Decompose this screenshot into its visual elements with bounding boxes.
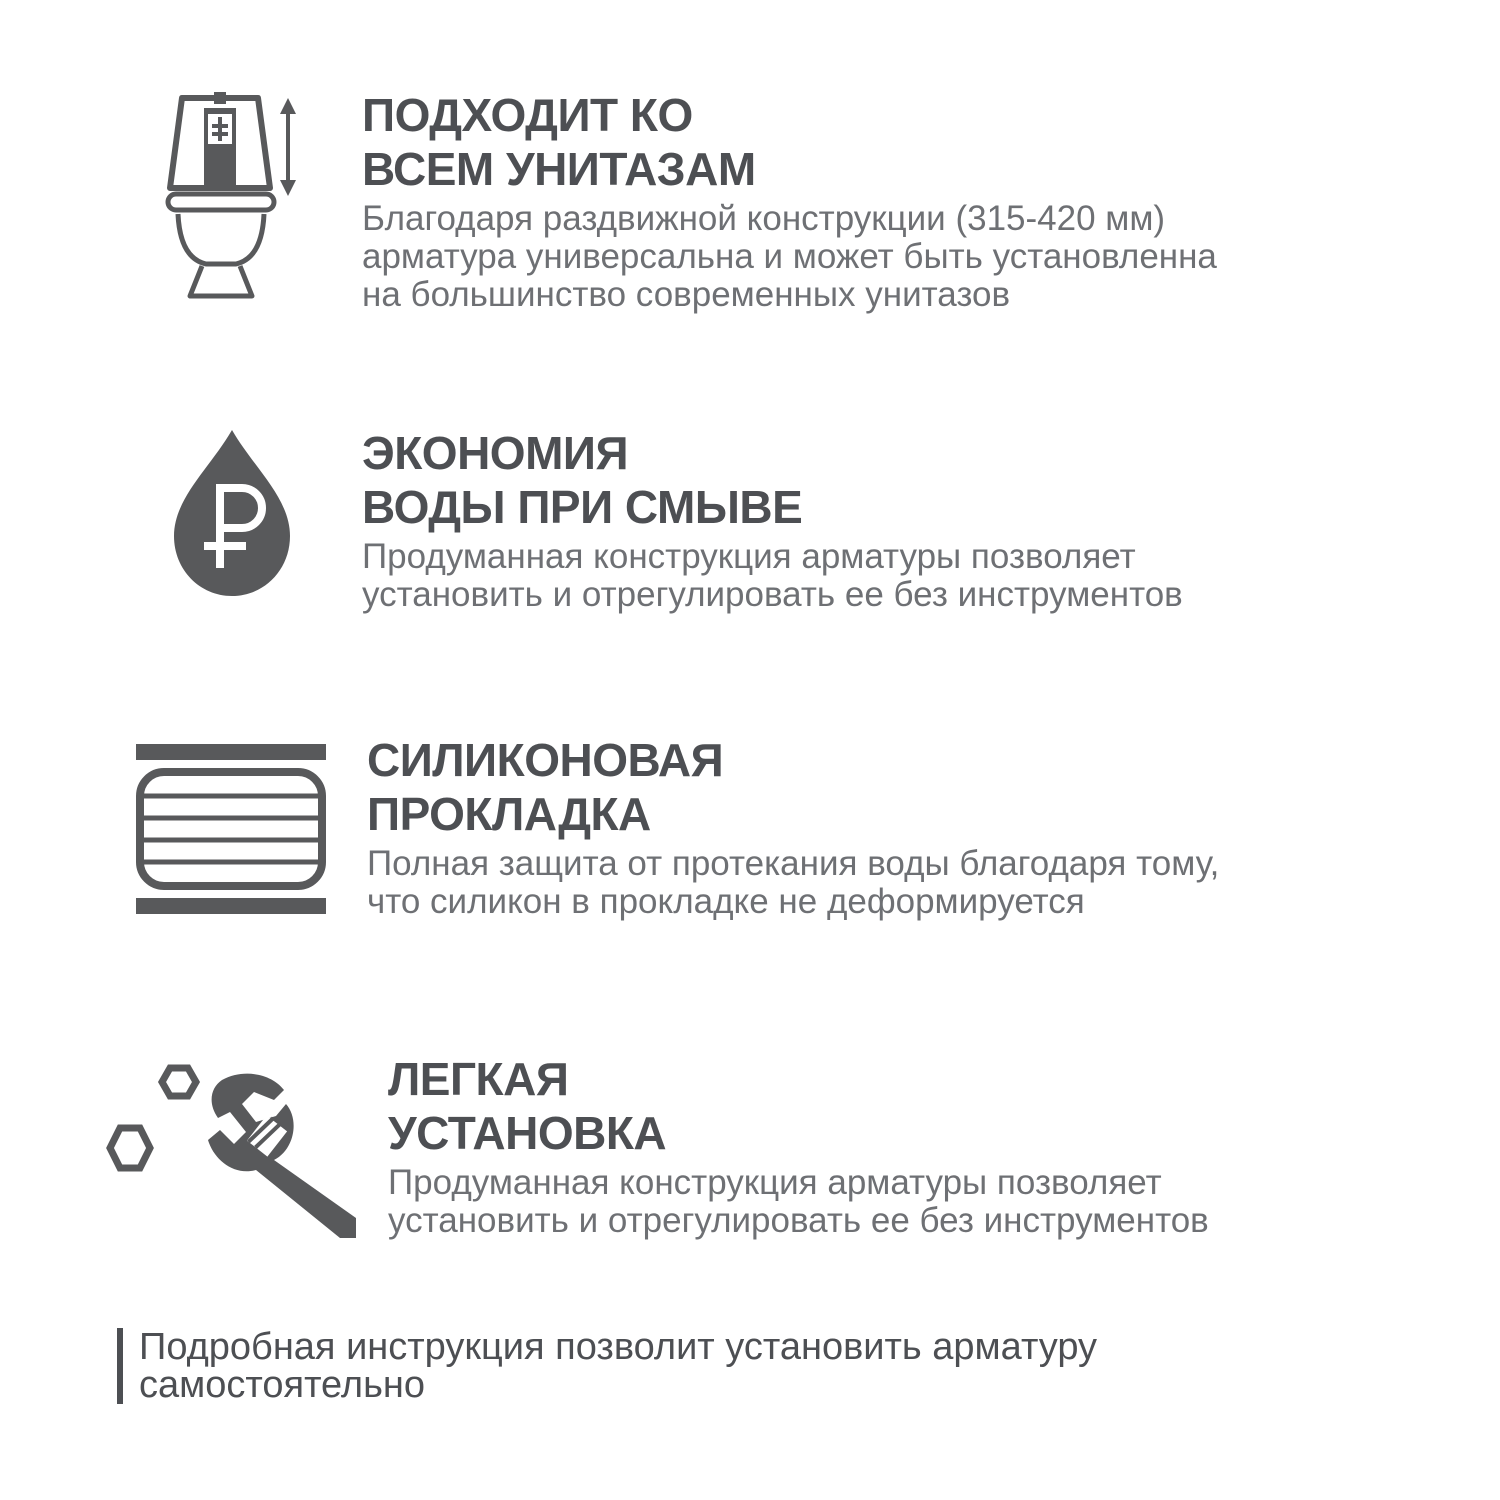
title-line: ВОДЫ ПРИ СМЫВЕ — [362, 481, 803, 533]
title-line: СИЛИКОНОВАЯ — [367, 734, 724, 786]
ruble-drop-icon — [170, 428, 295, 598]
note-line: Подробная инструкция позволит установить арматуру — [139, 1326, 1098, 1368]
feature-title — [388, 1052, 1209, 1160]
description-line: Благодаря раздвижной конструкции (315-420 мм) — [362, 199, 1166, 238]
instruction-note — [117, 1328, 1097, 1404]
title-line: ПРОКЛАДКА — [367, 788, 651, 840]
description-line: что силикон в прокладке не деформируется — [367, 882, 1085, 921]
wrench-nuts-icon — [104, 1060, 364, 1242]
title-line: ВСЕМ УНИТАЗАМ — [362, 143, 756, 195]
feature-description — [362, 200, 1217, 314]
feature-description — [388, 1164, 1209, 1240]
feature-description — [362, 538, 1183, 614]
description-line: Продуманная конструкция арматуры позволяет — [388, 1163, 1162, 1202]
title-line: ЛЕГКАЯ — [388, 1053, 569, 1105]
title-line: ЭКОНОМИЯ — [362, 427, 629, 479]
feature-title — [362, 426, 1183, 534]
description-line: на большинство современных унитазов — [362, 275, 1011, 314]
feature-title — [362, 88, 1217, 196]
feature-description — [367, 845, 1219, 921]
title-line: ПОДХОДИТ КО — [362, 89, 693, 141]
feature-title — [367, 733, 1219, 841]
silicone-gasket-icon — [136, 742, 328, 918]
note-line: самостоятельно — [139, 1364, 426, 1406]
description-line: арматура универсальна и может быть установленна — [362, 237, 1217, 276]
description-line: Продуманная конструкция арматуры позволяет — [362, 537, 1136, 576]
description-line: установить и отрегулировать ее без инструментов — [362, 575, 1183, 614]
toilet-height-icon — [160, 90, 310, 305]
description-line: установить и отрегулировать ее без инструментов — [388, 1201, 1209, 1240]
description-line: Полная защита от протекания воды благодаря тому, — [367, 844, 1220, 883]
title-line: УСТАНОВКА — [388, 1107, 667, 1159]
